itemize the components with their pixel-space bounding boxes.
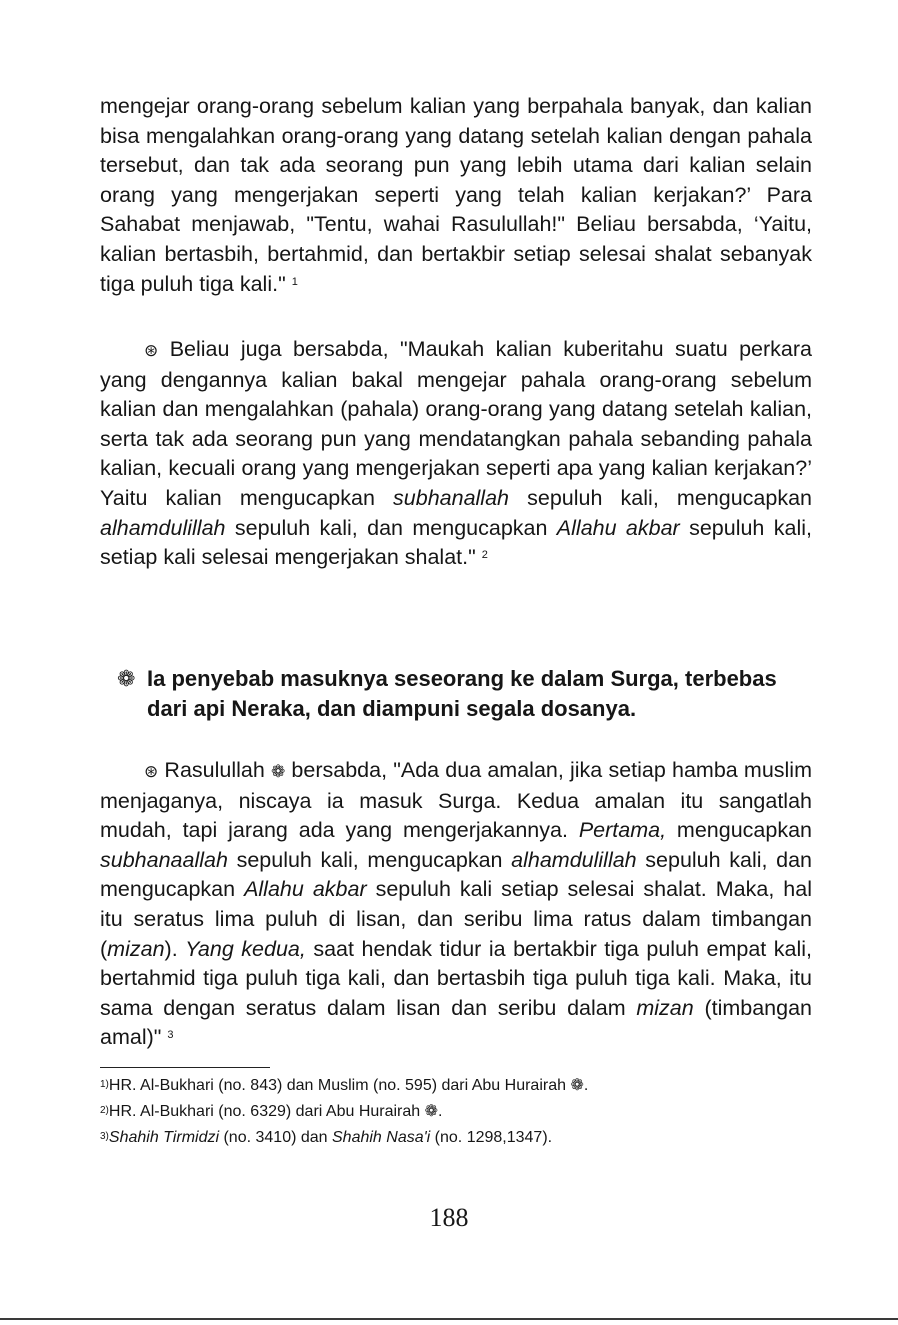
italic-term: alhamdulillah [100,515,226,540]
italic-term: Pertama, [578,818,667,843]
paragraph-text: sepuluh kali, dan mengucapkan [100,847,813,902]
italic-term: mizan [636,995,694,1020]
honorific-icon: ❁ [271,762,286,781]
italic-term: Shahih Nasa'i [332,1129,431,1146]
footnote-1 [100,1076,812,1096]
footnote-ref-2: 2 [481,549,488,562]
paragraph-text: saat hendak tidur ia bertakbir tiga puluh empat kali, bertahmid tiga puluh tiga kali, dan bertasbih tiga puluh tiga kali. Maka, itu sama dengan seratus dalam lisan dan seribu dalam [100,936,812,1020]
footnote-ref-3: 3 [167,1029,174,1042]
heading-text: Ia penyebab masuknya seseorang ke dalam Surga, terbebas dari api Neraka, dan diampuni segala dosanya. [147,666,777,721]
paragraph-text: sepuluh kali, mengucapkan [227,847,512,872]
paragraph-text: sepuluh kali, dan mengucapkan [225,515,557,540]
footnote-text: HR. Al-Bukhari (no. 843) dan Muslim (no. 595) dari Abu Hurairah [108,1077,571,1094]
honorific-icon: ❁ [424,1103,439,1120]
footnote-text: . [438,1103,443,1120]
paragraph-text: bersabda, "Ada dua amalan, jika setiap hamba muslim menjaganya, niscaya ia masuk Surga. Kedua amalan itu sangatlah mudah, tapi jarang ada yang mengerjakannya. [100,758,812,843]
heading-flower-icon: ❁ [117,666,136,691]
paragraph-text: mengucapkan [666,818,812,843]
footnote-2 [100,1102,812,1122]
paragraph-text: sepuluh kali setiap selesai shalat. Maka, hal itu seratus lima puluh di lisan, dan seribu lima ratus dalam timbangan ( [100,877,812,961]
footnote-text: (no. 1298,1347). [430,1129,553,1146]
italic-term: Allahu akbar [244,877,367,902]
paragraph-text: sepuluh kali, setiap kali selesai mengerjakan shalat." [100,515,812,570]
honorific-icon: ❁ [570,1077,584,1094]
paragraph-text: mengejar orang-orang sebelum kalian yang berpahala banyak, dan kalian bisa mengalahkan orang-orang yang datang setelah kalian dengan pahala tersebut, dan tak ada seorang pun yang lebih utama dari kalian selain orang yang mengerjakan seperti yang telah kalian kerjakan?’ Para Sahabat menjawab, "Tentu, wahai Rasulullah!" Beliau bersabda, ‘Yaitu, kalian bertasbih, bertahmid, dan bertakbir setiap selesai shalat sebanyak tiga puluh tiga kali." [100,94,812,296]
paragraph-hadith-3 [100,756,812,1053]
footnote-ref-1: 1 [291,275,298,288]
footnote-number: 3) [100,1131,109,1142]
hadith-ornament-icon: ⊛ [144,341,159,360]
footnote-3 [100,1128,812,1148]
section-heading [117,664,812,724]
italic-term: Allahu akbar [556,515,680,540]
footnote-text: (no. 3410) dan [219,1129,332,1146]
footnote-number: 2) [100,1105,109,1116]
hadith-ornament-icon: ⊛ [144,762,159,781]
paragraph-text: (timbangan amal)" [100,995,813,1050]
italic-term: subhanaallah [100,847,228,872]
footnote-text: . [583,1077,589,1094]
italic-term: mizan [107,936,165,961]
footnote-divider [100,1067,270,1068]
italic-term: Shahih Tirmidzi [108,1129,220,1146]
page-bottom-rule [0,1318,898,1320]
paragraph-continuation [100,92,812,299]
paragraph-text: Rasulullah [158,758,271,782]
paragraph-text: sepuluh kali, mengucapkan [509,485,812,510]
paragraph-text: Beliau juga bersabda, "Maukah kalian kuberitahu suatu perkara yang dengannya kalian bakal mengejar pahala orang-orang sebelum kalian dan mengalahkan (pahala) orang-orang yang datang setelah kalian, serta tak ada seorang pun yang mendatangkan pahala sebanding pahala kalian, kecuali orang yang mengerjakan seperti apa yang kalian kerjakan?’ Yaitu kalian mengucapkan [100,337,812,510]
footnote-text: HR. Al-Bukhari (no. 6329) dari Abu Hurairah [108,1103,425,1120]
footnote-number: 1) [100,1079,109,1090]
page-number: 188 [429,1203,469,1232]
italic-term: Yang kedua, [185,936,306,961]
paragraph-hadith-2 [100,335,812,573]
paragraph-text: ). [164,936,186,961]
italic-term: alhamdulillah [511,847,637,872]
italic-term: subhanallah [393,485,509,510]
